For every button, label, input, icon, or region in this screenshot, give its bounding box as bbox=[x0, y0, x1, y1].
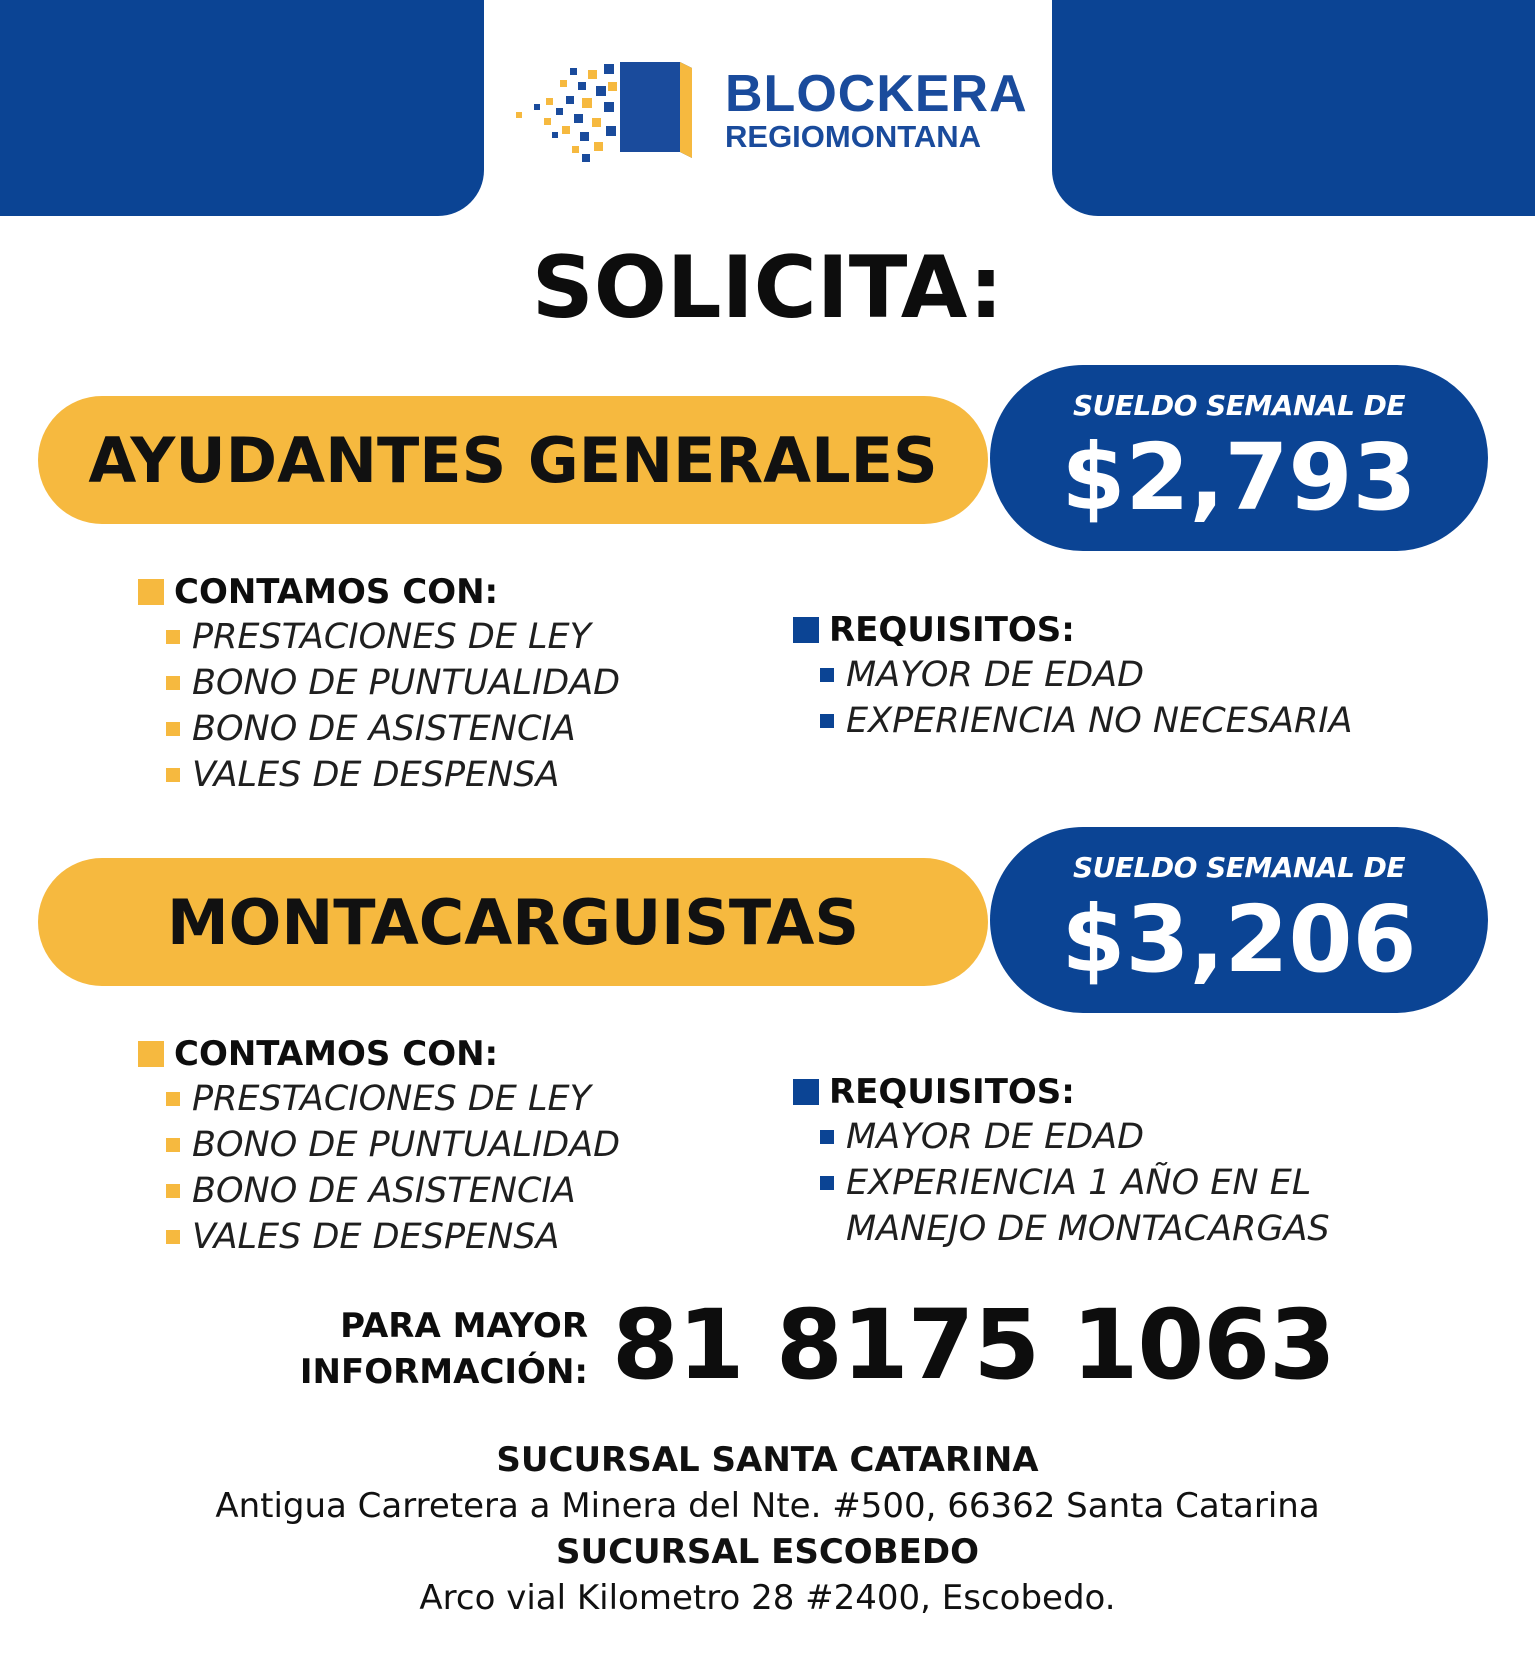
list-item bbox=[166, 1076, 620, 1122]
salary-pill bbox=[990, 365, 1488, 551]
benefits-list bbox=[166, 614, 620, 798]
list-item-text: PRESTACIONES DE LEY bbox=[192, 617, 591, 657]
list-item bbox=[820, 1114, 1330, 1160]
brand-name bbox=[725, 65, 1028, 154]
benefits-list bbox=[166, 1076, 620, 1260]
list-item-text: EXPERIENCIA 1 AÑO EN EL bbox=[846, 1163, 1312, 1203]
brand-name-line2: REGIOMONTANA bbox=[725, 119, 982, 154]
job-title-pill: MONTACARGUISTAS bbox=[38, 858, 988, 986]
list-item-text: EXPERIENCIA NO NECESARIA bbox=[846, 701, 1353, 741]
bullet-icon bbox=[166, 1184, 180, 1198]
bullet-spacer bbox=[820, 1222, 834, 1236]
list-item-text: MANEJO DE MONTACARGAS bbox=[846, 1209, 1330, 1249]
block-logo-icon bbox=[516, 56, 706, 166]
list-item bbox=[166, 614, 620, 660]
list-item-text: VALES DE DESPENSA bbox=[192, 755, 560, 795]
page-headline: SOLICITA: bbox=[531, 238, 1004, 338]
bullet-icon bbox=[166, 722, 180, 736]
bullet-icon bbox=[820, 1176, 834, 1190]
benefits-title bbox=[138, 1034, 498, 1074]
list-item bbox=[166, 1122, 620, 1168]
list-item-text: MAYOR DE EDAD bbox=[846, 1117, 1145, 1157]
list-item-text: BONO DE PUNTUALIDAD bbox=[192, 1125, 621, 1165]
requirements-list bbox=[820, 652, 1353, 744]
benefits-title bbox=[138, 572, 498, 612]
branch-address: Arco vial Kilometro 28 #2400, Escobedo. bbox=[419, 1578, 1116, 1618]
bullet-icon bbox=[820, 714, 834, 728]
requirements-title bbox=[793, 610, 1075, 650]
list-item-text: BONO DE PUNTUALIDAD bbox=[192, 663, 621, 703]
bullet-icon bbox=[820, 668, 834, 682]
bullet-icon bbox=[166, 1138, 180, 1152]
requirements-title bbox=[793, 1072, 1075, 1112]
bullet-icon bbox=[166, 1092, 180, 1106]
list-item-text: MAYOR DE EDAD bbox=[846, 655, 1145, 695]
list-item-text: BONO DE ASISTENCIA bbox=[192, 1171, 576, 1211]
benefits-title-text: CONTAMOS CON: bbox=[174, 1034, 499, 1074]
brand-name-line1: BLOCKERA bbox=[725, 65, 1028, 123]
job-title-pill: AYUDANTES GENERALES bbox=[38, 396, 988, 524]
salary-label: SUELDO SEMANAL DE bbox=[1072, 389, 1406, 422]
list-item bbox=[166, 1168, 620, 1214]
list-item-text: BONO DE ASISTENCIA bbox=[192, 709, 576, 749]
branch-address: Antigua Carretera a Minera del Nte. #500, 66362 Santa Catarina bbox=[215, 1486, 1320, 1526]
benefits-title-text: CONTAMOS CON: bbox=[174, 572, 499, 612]
salary-amount: $3,206 bbox=[1061, 886, 1417, 993]
list-item bbox=[820, 1160, 1330, 1206]
gold-square-icon bbox=[138, 1041, 164, 1067]
branch-name: SUCURSAL SANTA CATARINA bbox=[496, 1440, 1039, 1480]
list-item bbox=[820, 1206, 1330, 1252]
brand-logo bbox=[516, 56, 1036, 166]
contact-label-line1: PARA MAYOR bbox=[340, 1306, 588, 1346]
bullet-icon bbox=[166, 676, 180, 690]
salary-amount: $2,793 bbox=[1061, 424, 1417, 531]
blue-square-icon bbox=[793, 1079, 819, 1105]
salary-pill bbox=[990, 827, 1488, 1013]
requirements-title-text: REQUISITOS: bbox=[829, 1072, 1075, 1112]
bullet-icon bbox=[166, 630, 180, 644]
branch-name: SUCURSAL ESCOBEDO bbox=[556, 1532, 979, 1572]
list-item-text: PRESTACIONES DE LEY bbox=[192, 1079, 591, 1119]
requirements-list bbox=[820, 1114, 1330, 1252]
phone-number[interactable]: 81 8175 1063 bbox=[612, 1289, 1335, 1401]
contact-label bbox=[270, 1303, 588, 1395]
list-item bbox=[820, 652, 1353, 698]
list-item bbox=[166, 706, 620, 752]
header-band-left bbox=[0, 0, 484, 216]
blue-square-icon bbox=[793, 617, 819, 643]
list-item bbox=[166, 660, 620, 706]
list-item-text: VALES DE DESPENSA bbox=[192, 1217, 560, 1257]
requirements-title-text: REQUISITOS: bbox=[829, 610, 1075, 650]
bullet-icon bbox=[820, 1130, 834, 1144]
list-item bbox=[166, 752, 620, 798]
contact-label-line2: INFORMACIÓN: bbox=[299, 1352, 588, 1392]
list-item bbox=[820, 698, 1353, 744]
salary-label: SUELDO SEMANAL DE bbox=[1072, 851, 1406, 884]
list-item bbox=[166, 1214, 620, 1260]
bullet-icon bbox=[166, 768, 180, 782]
header-band-right bbox=[1052, 0, 1535, 216]
bullet-icon bbox=[166, 1230, 180, 1244]
gold-square-icon bbox=[138, 579, 164, 605]
